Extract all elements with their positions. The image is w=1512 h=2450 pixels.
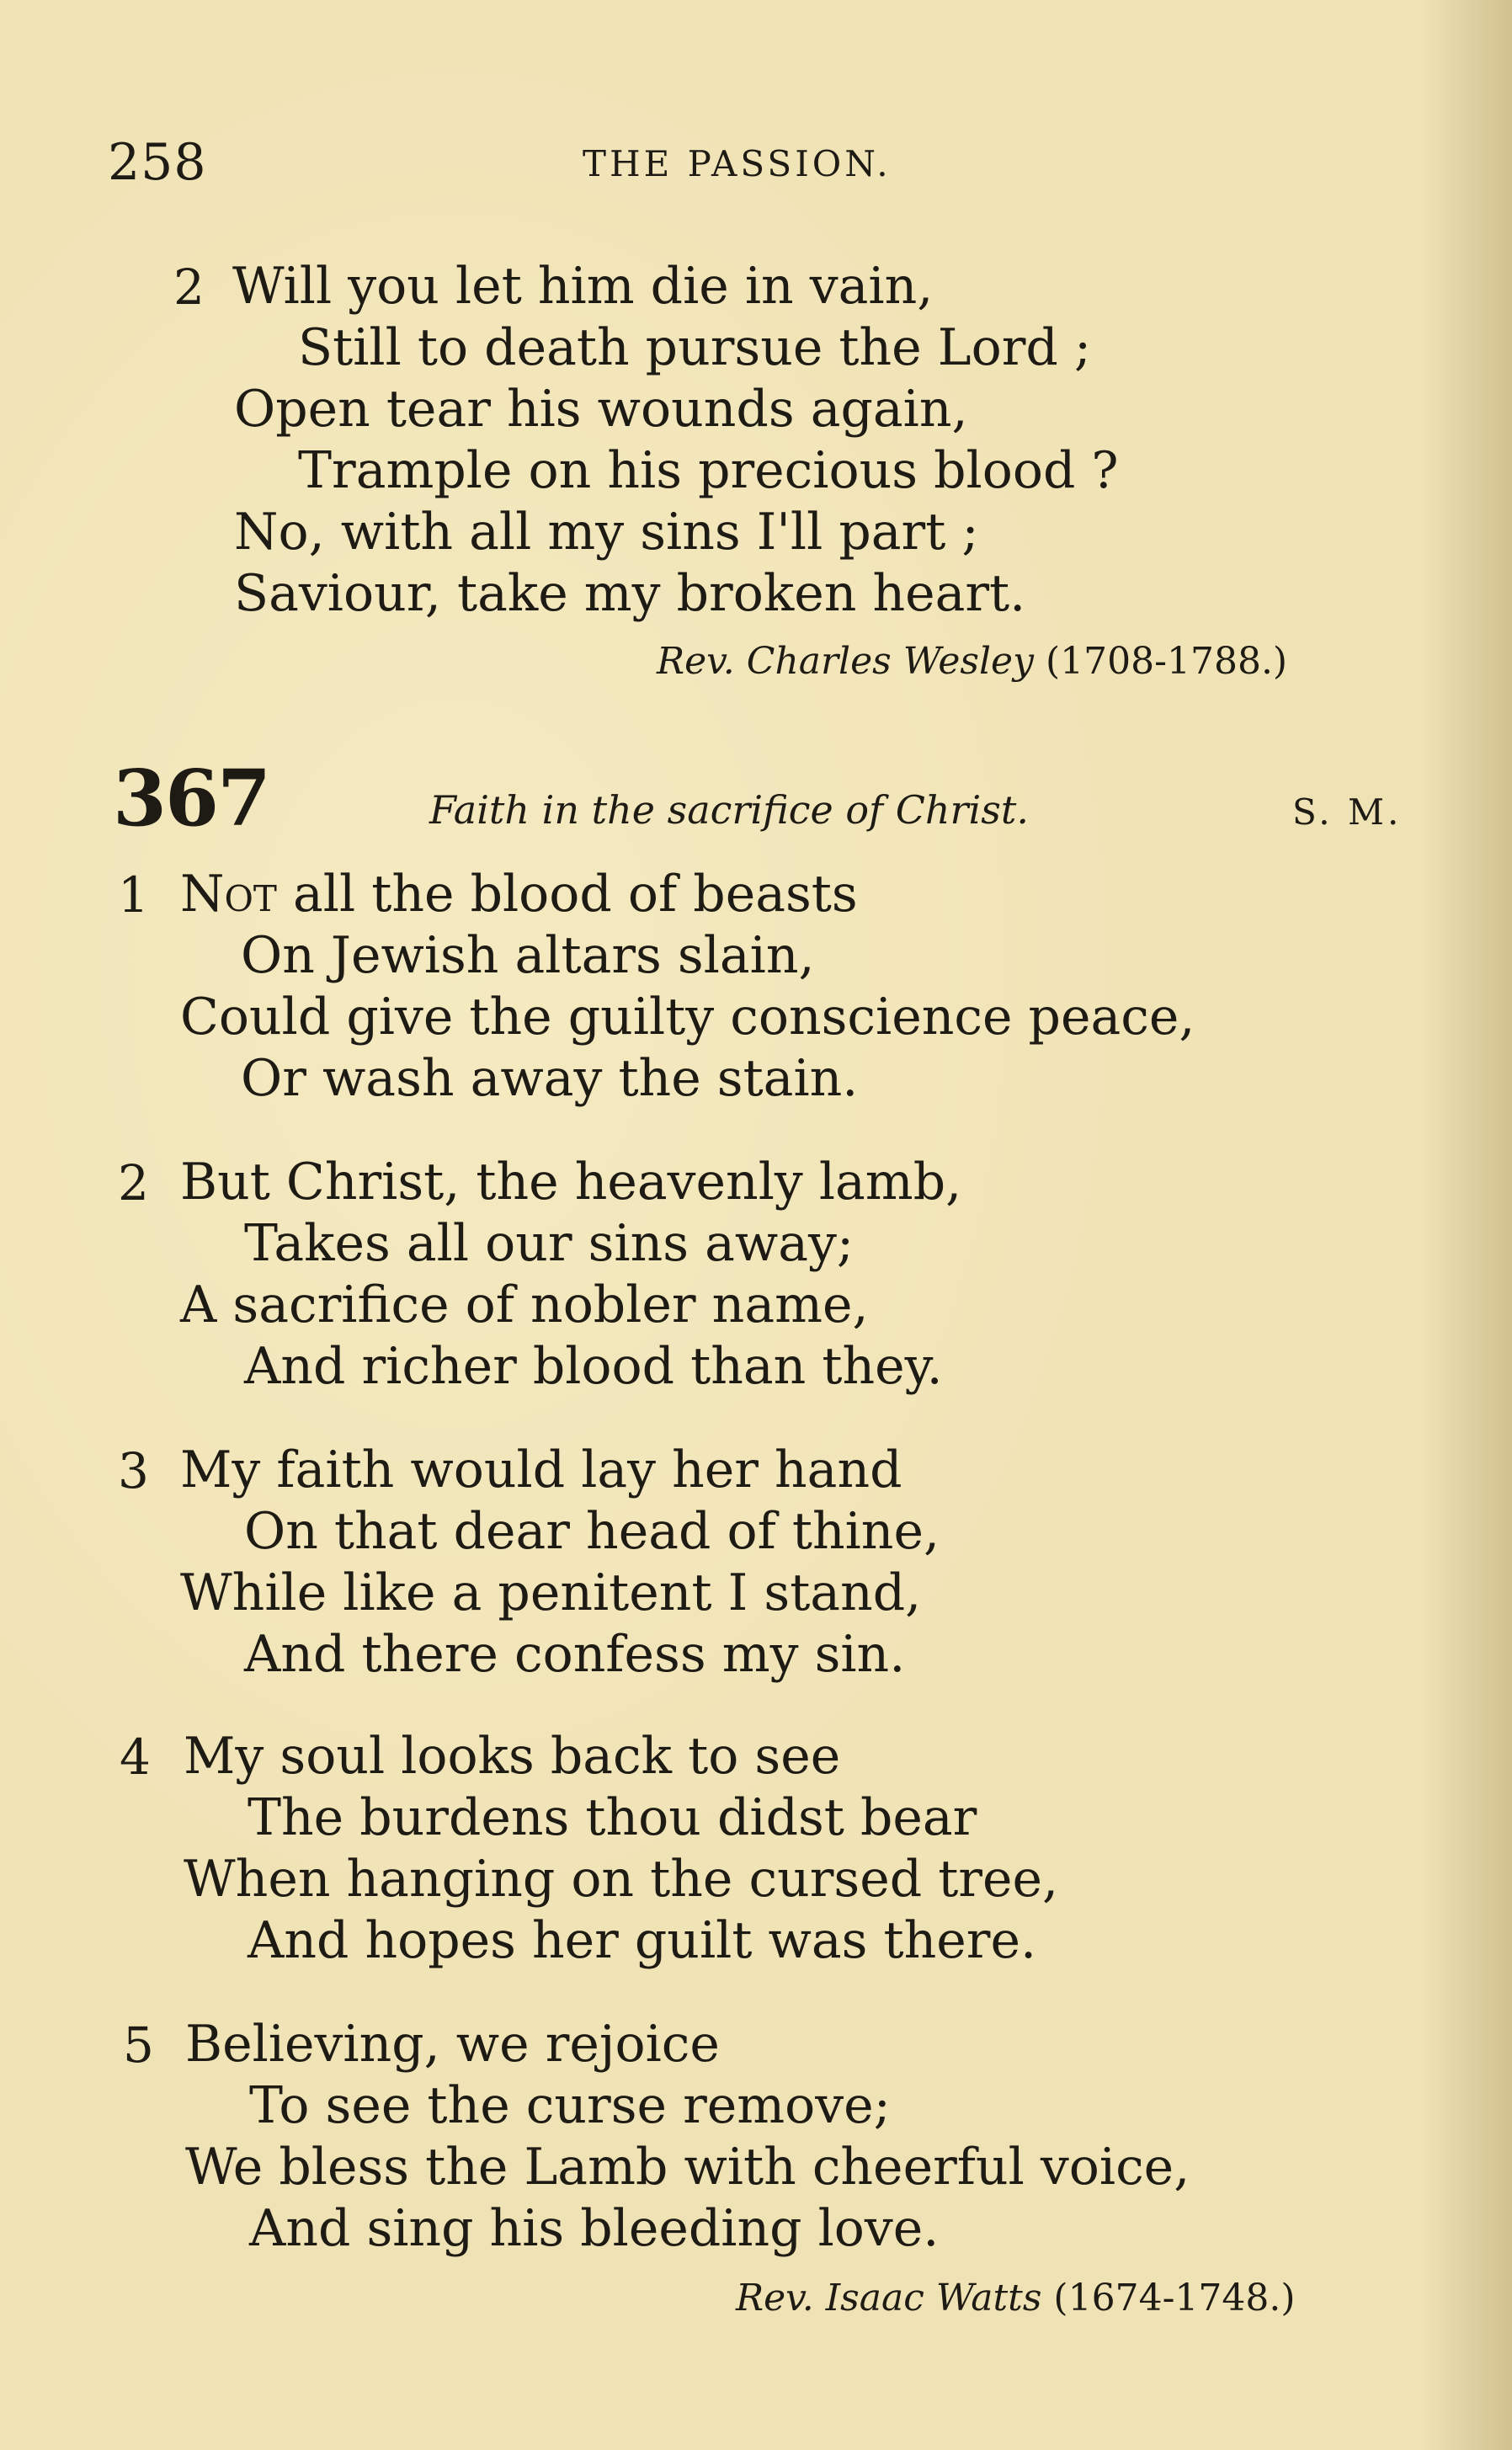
hymn-line: Could give the guilty conscience peace,	[180, 988, 1195, 1047]
hymn-line: We bless the Lamb with cheerful voice,	[185, 2138, 1190, 2197]
author-name: Rev. Isaac Watts	[736, 2277, 1042, 2320]
hymn-line: On that dear head of thine,	[244, 1502, 940, 1561]
stanza-number: 3	[118, 1442, 149, 1499]
hymn-line: Or wash away the stain.	[241, 1049, 859, 1108]
stanza-number: 4	[120, 1728, 151, 1786]
hymn-line: The burdens thou didst bear	[248, 1788, 977, 1847]
stanza-number: 5	[123, 2016, 154, 2074]
hymn-line: On Jewish altars slain,	[241, 926, 815, 985]
stanza-number: 2	[173, 258, 205, 316]
hymn-line: And richer blood than they.	[244, 1337, 943, 1396]
hymn-line: And hopes her guilt was there.	[248, 1911, 1037, 1970]
hymn-title: Faith in the sacrifice of Christ.	[429, 787, 1029, 833]
hymn-line: When hanging on the cursed tree,	[184, 1850, 1059, 1909]
hymn-line: To see the curse remove;	[249, 2076, 891, 2135]
hymn-line: Still to death pursue the Lord ;	[298, 318, 1092, 377]
hymn-line: Will you let him die in vain,	[232, 257, 934, 316]
hymn-line: Saviour, take my broken heart.	[234, 564, 1026, 623]
author-dates: (1708-1788.)	[1045, 640, 1288, 683]
hymn-line: And sing his bleeding love.	[249, 2199, 940, 2258]
page-number: 258	[108, 133, 207, 192]
hymn-meter: S. M.	[1292, 791, 1403, 833]
hymn-line	[180, 865, 858, 924]
hymn-line: Trample on his precious blood ?	[298, 441, 1119, 500]
hymn-number: 367	[113, 753, 270, 844]
hymn-line: Open tear his wounds again,	[234, 380, 968, 439]
hymn-line: No, with all my sins I'll part ;	[234, 503, 979, 562]
running-head: THE PASSION.	[583, 143, 892, 184]
hymn-line: A sacrifice of nobler name,	[180, 1276, 869, 1334]
author-dates: (1674-1748.)	[1053, 2277, 1296, 2320]
hymn-line: Takes all our sins away;	[244, 1214, 854, 1273]
hymn-line: While like a penitent I stand,	[180, 1563, 922, 1622]
line-rest: all the blood of beasts	[276, 865, 858, 924]
stanza-number: 2	[118, 1154, 149, 1212]
stanza-number: 1	[118, 866, 149, 924]
attribution	[736, 2277, 1296, 2320]
hymn-line: But Christ, the heavenly lamb,	[180, 1153, 962, 1212]
author-name: Rev. Charles Wesley	[657, 640, 1034, 683]
attribution	[657, 640, 1287, 683]
hymn-line: My faith would lay her hand	[180, 1441, 902, 1499]
hymn-line: And there confess my sin.	[244, 1625, 906, 1684]
first-word: Not	[180, 865, 277, 924]
hymn-line: Believing, we rejoice	[185, 2015, 720, 2074]
hymn-line: My soul looks back to see	[184, 1727, 841, 1786]
